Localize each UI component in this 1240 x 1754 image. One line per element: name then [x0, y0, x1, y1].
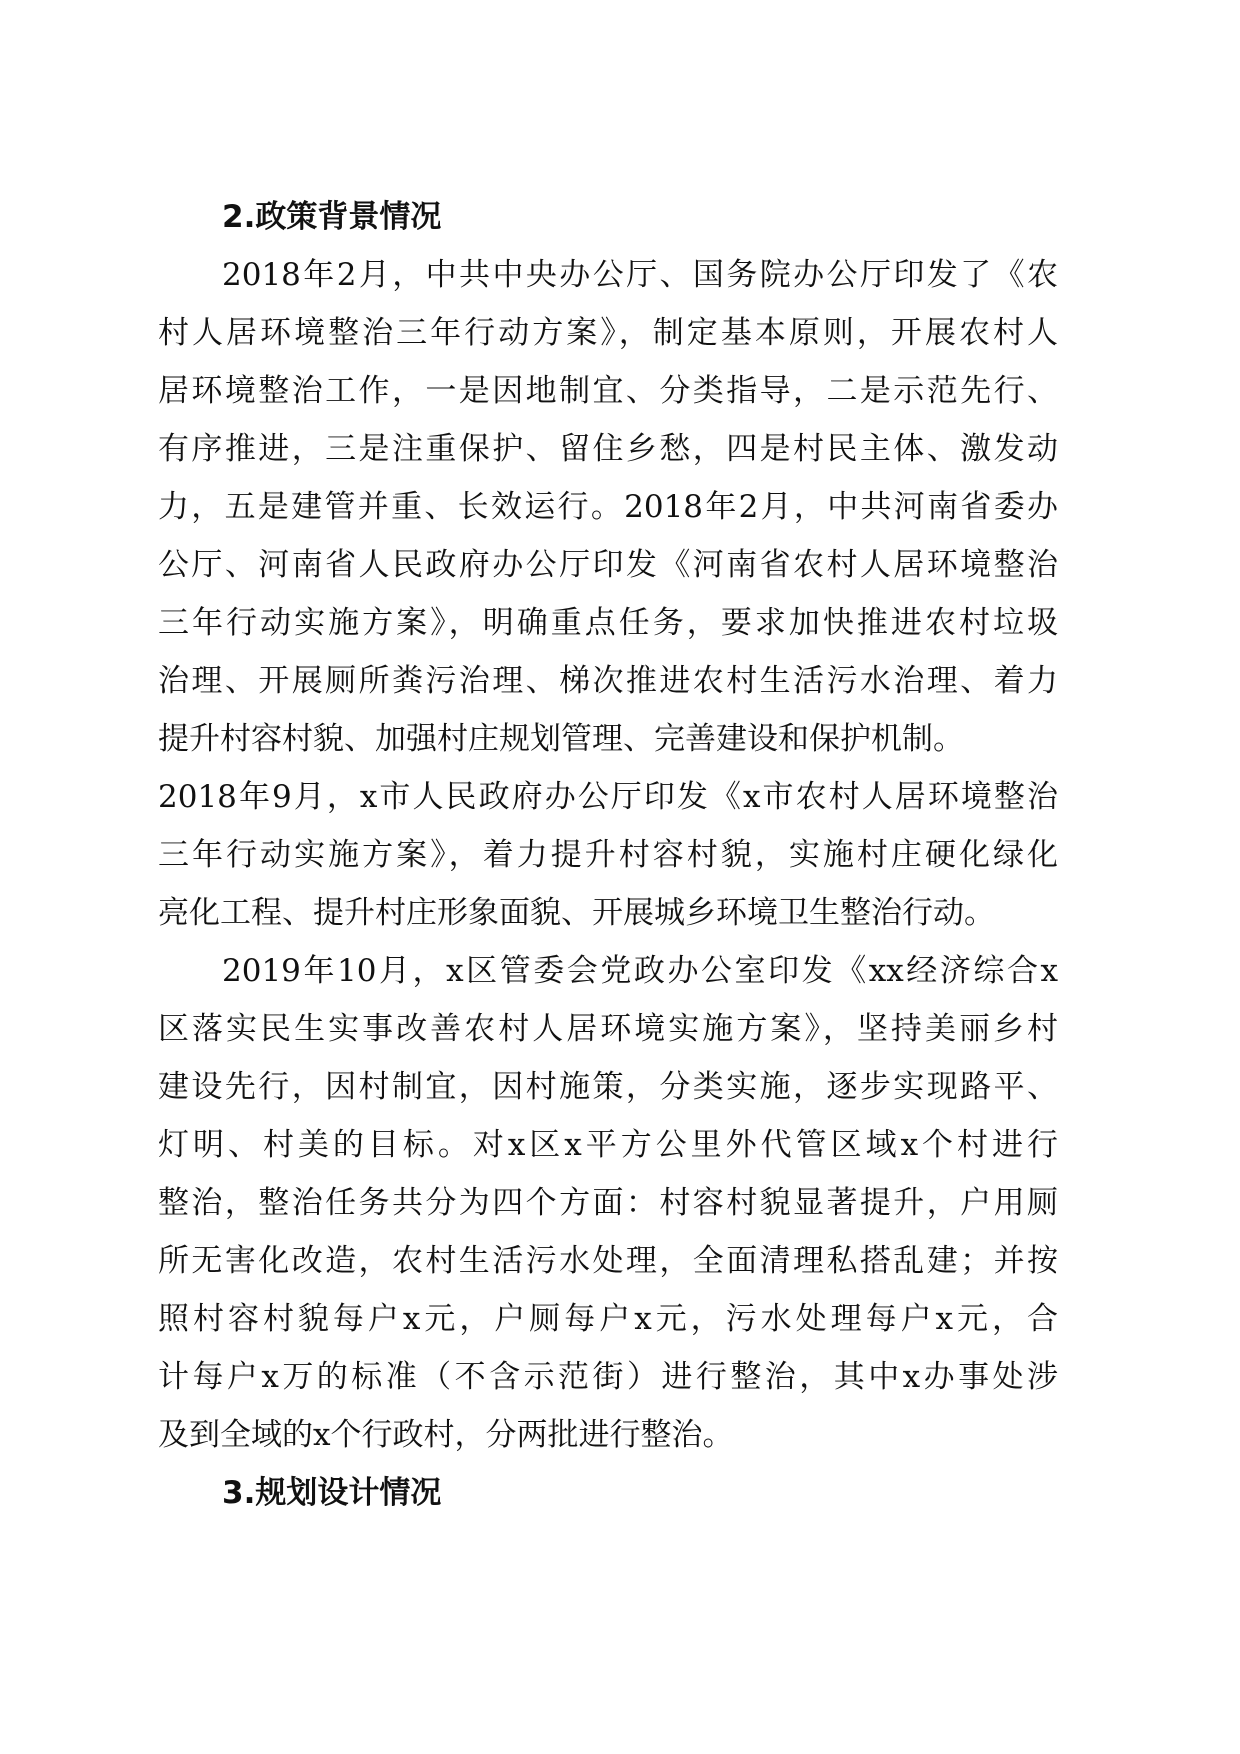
text-line: 有序推进，三是注重保护、留住乡愁，四是村民主体、激发动 [158, 431, 1058, 467]
text-line: 公厅、河南省人民政府办公厅印发《河南省农村人居环境整治 [158, 547, 1058, 583]
text-line: 力，五是建管并重、长效运行。2018年2月，中共河南省委办 [158, 489, 1058, 525]
text-line: 亮化工程、提升村庄形象面貌、开展城乡环境卫生整治行动。 [158, 895, 995, 931]
text-line: 居环境整治工作，一是因地制宜、分类指导，二是示范先行、 [158, 373, 1058, 409]
text-line: 治理、开展厕所粪污治理、梯次推进农村生活污水治理、着力 [158, 663, 1058, 699]
text-line: 建设先行，因村制宜，因村施策，分类实施，逐步实现路平、 [158, 1069, 1058, 1105]
text-line: 计每户x万的标准（不含示范街）进行整治，其中x办事处涉 [158, 1359, 1058, 1395]
text-line: 三年行动实施方案》，着力提升村容村貌，实施村庄硬化绿化 [158, 837, 1058, 873]
text-line: 村人居环境整治三年行动方案》，制定基本原则，开展农村人 [158, 315, 1058, 351]
text-line: 整治，整治任务共分为四个方面：村容村貌显著提升，户用厕 [158, 1185, 1058, 1221]
text-line: 2018年2月，中共中央办公厅、国务院办公厅印发了《农 [222, 257, 1058, 293]
text-line: 区落实民生实事改善农村人居环境实施方案》，坚持美丽乡村 [158, 1011, 1058, 1047]
text-line: 2018年9月，x市人民政府办公厅印发《x市农村人居环境整治 [158, 779, 1058, 815]
paragraph-district-plan [158, 942, 1058, 1464]
text-line: 2019年10月，x区管委会党政办公室印发《xx经济综合x [222, 953, 1058, 989]
text-line: 灯明、村美的目标。对x区x平方公里外代管区域x个村进行 [158, 1127, 1058, 1163]
section-heading-policy-background: 2.政策背景情况 [222, 199, 442, 235]
text-line: 提升村容村貌、加强村庄规划管理、完善建设和保护机制。 [158, 721, 964, 757]
text-line: 及到全域的x个行政村，分两批进行整治。 [158, 1417, 734, 1453]
text-line: 所无害化改造，农村生活污水处理，全面清理私搭乱建；并按 [158, 1243, 1058, 1279]
text-line: 三年行动实施方案》，明确重点任务，要求加快推进农村垃圾 [158, 605, 1058, 641]
document-page [158, 188, 1058, 1522]
section-heading-planning-design: 3.规划设计情况 [222, 1475, 442, 1511]
paragraph-policy-documents [158, 246, 1058, 942]
text-line: 照村容村貌每户x元，户厕每户x元，污水处理每户x元，合 [158, 1301, 1058, 1337]
